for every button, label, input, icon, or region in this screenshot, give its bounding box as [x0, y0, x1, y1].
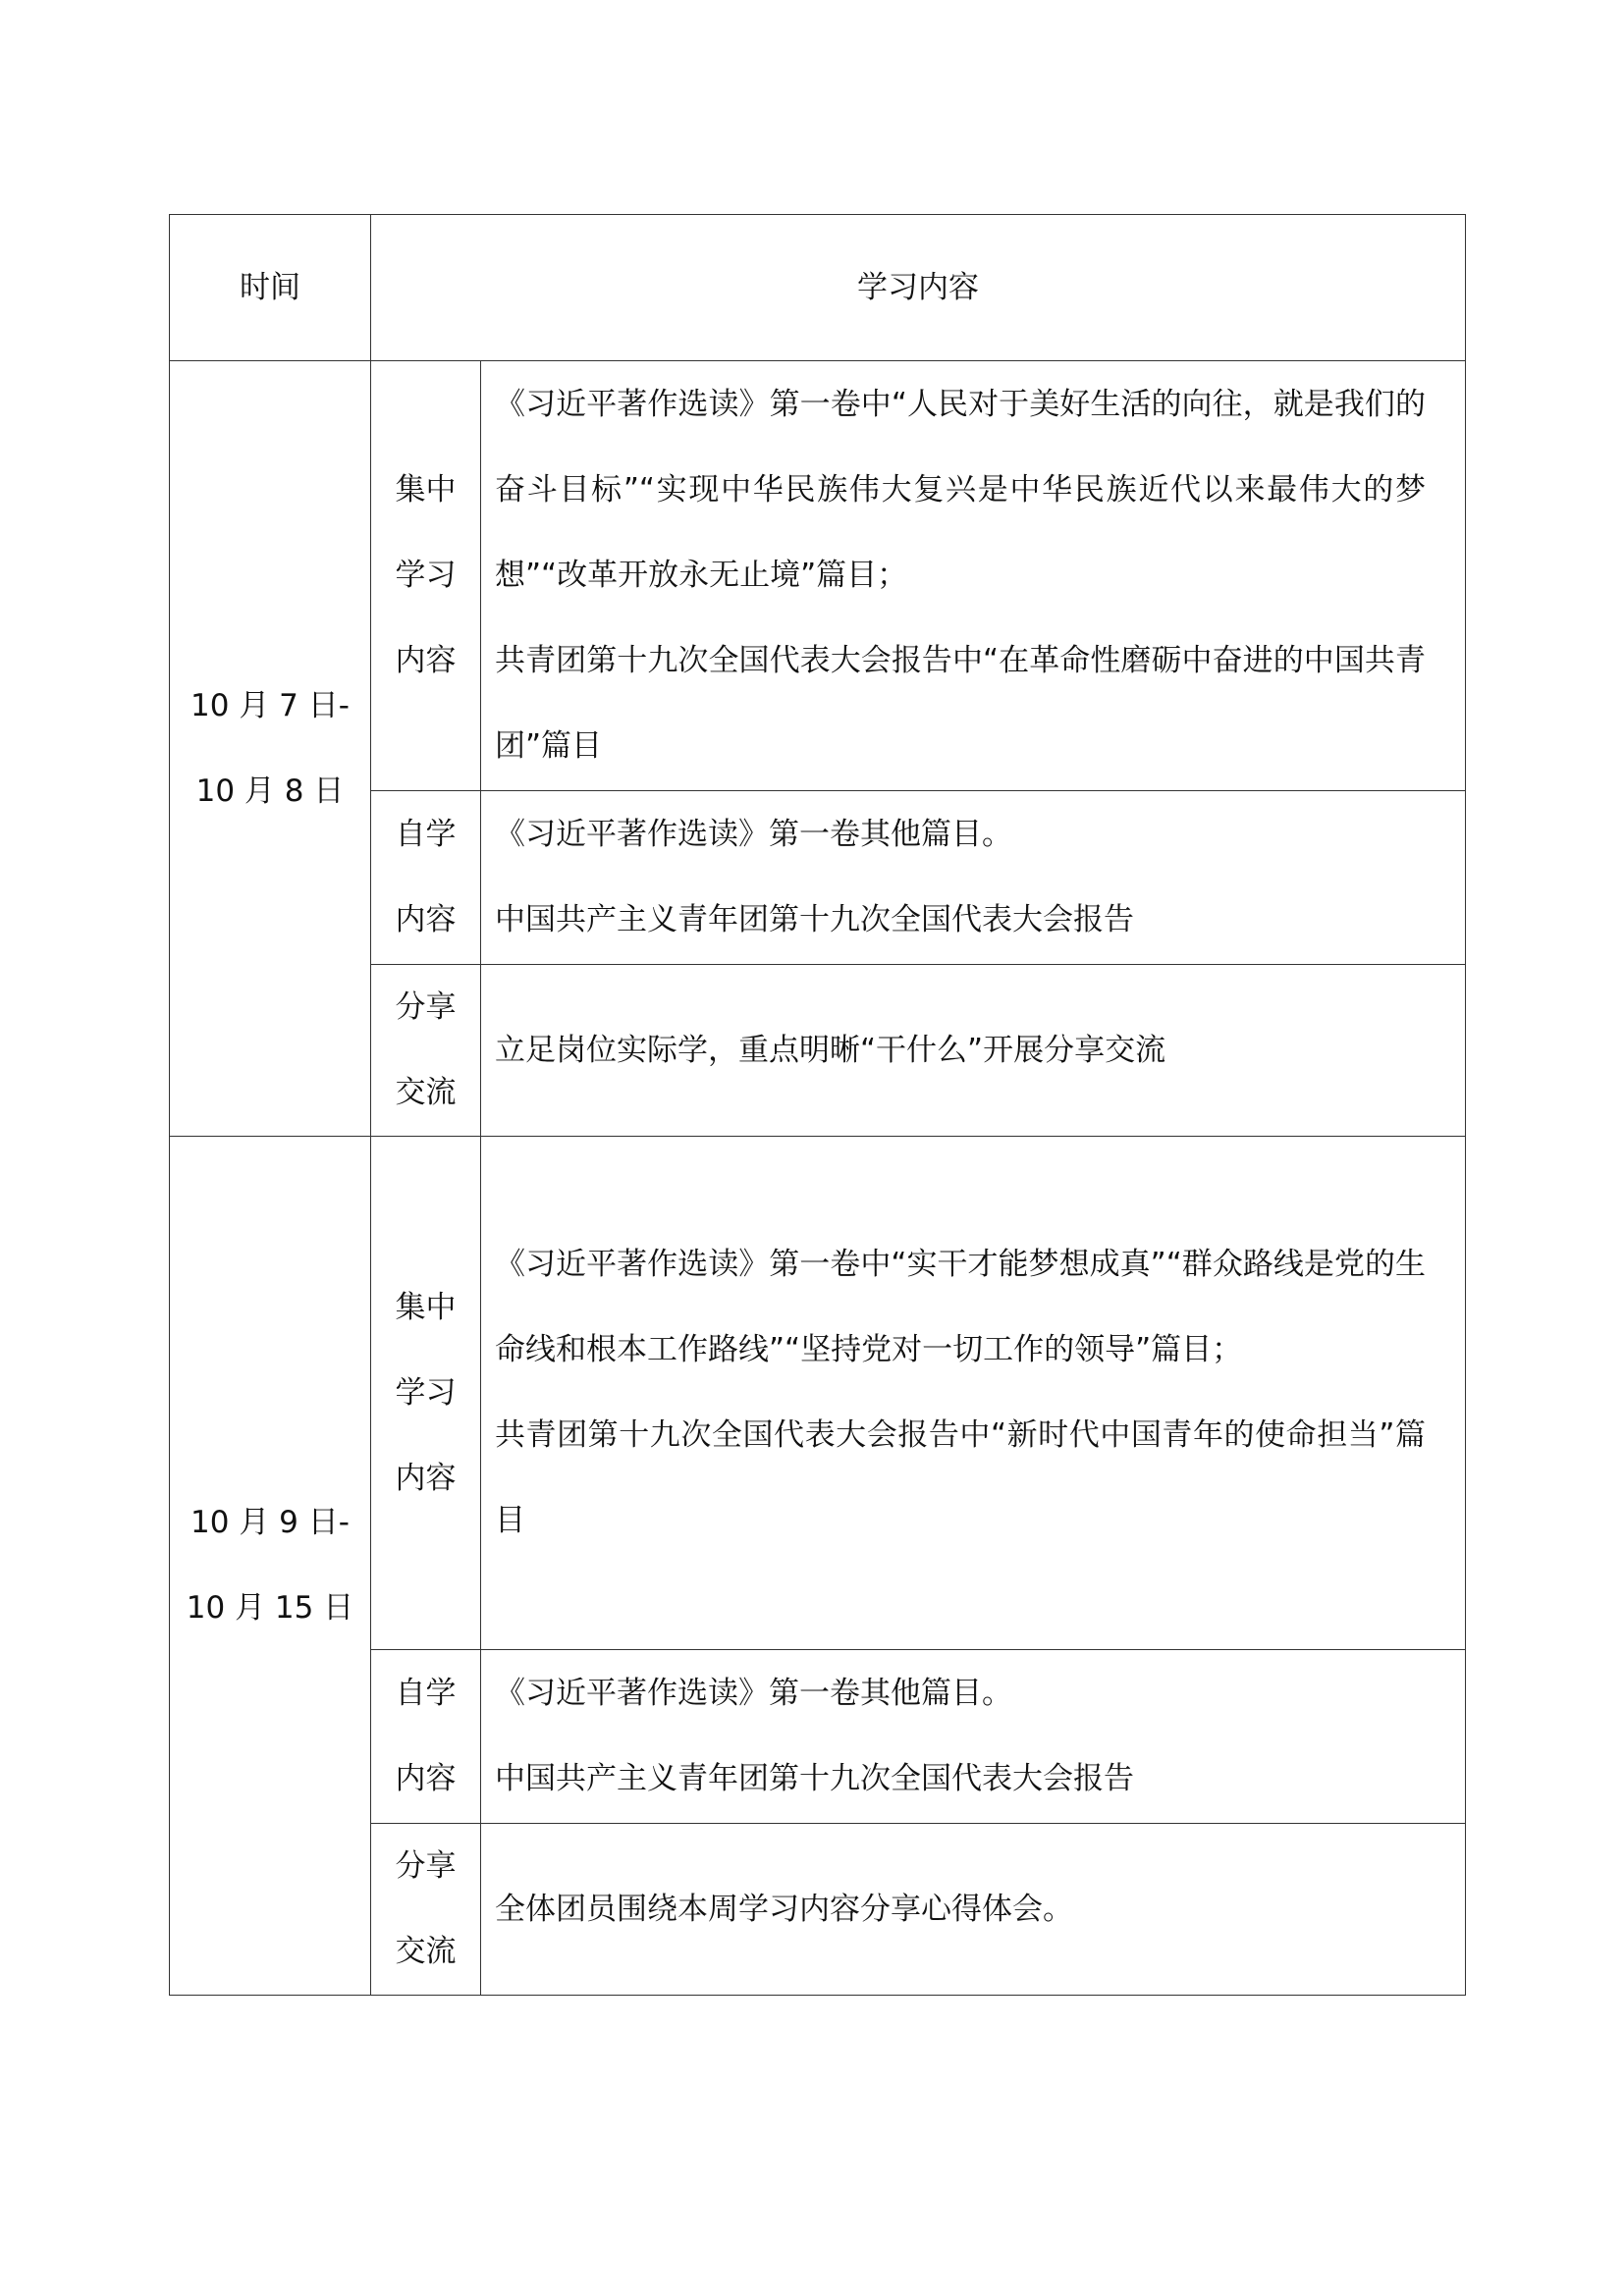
content-paragraph: 立足岗位实际学，重点明晰“干什么”开展分享交流: [495, 1032, 1166, 1068]
table-row: [170, 361, 1466, 791]
content-paragraph: 全体团员围绕本周学习内容分享心得体会。: [495, 1891, 1073, 1927]
content-paragraph: 《习近平著作选读》第一卷中“人民对于美好生活的向往，就是我们的奋斗目标”“实现中华民族伟大复兴是中华民族近代以来最伟大的梦想”“改革开放永无止境”篇目；: [495, 387, 1426, 593]
label-share-exchange: 分享 交流: [371, 965, 481, 1137]
study-schedule-table: [169, 214, 1466, 1996]
time-cell-week-2: [170, 1137, 371, 1996]
self-study-content: [481, 1650, 1466, 1824]
content-paragraph: 共青团第十九次全国代表大会报告中“在革命性磨砺中奋进的中国共青团”篇目: [495, 643, 1426, 764]
self-study-content: [481, 791, 1466, 965]
content-paragraph: 中国共产主义青年团第十九次全国代表大会报告: [495, 1761, 1134, 1796]
header-content: 学习内容: [371, 215, 1466, 361]
header-row: [170, 215, 1466, 361]
time-end: 10 月 15 日: [186, 1590, 354, 1626]
label-collective-study: 集中 学习 内容: [371, 1137, 481, 1650]
label-collective-study: 集中 学习 内容: [371, 361, 481, 791]
collective-study-content: [481, 1137, 1466, 1650]
header-time: 时间: [170, 215, 371, 361]
time-start: 10 月 7 日-: [190, 687, 350, 723]
table-row: [170, 1137, 1466, 1650]
time-cell-week-1: [170, 361, 371, 1137]
time-end: 10 月 8 日: [195, 773, 345, 809]
content-paragraph: 《习近平著作选读》第一卷其他篇目。: [495, 817, 1012, 852]
content-paragraph: 《习近平著作选读》第一卷中“实干才能梦想成真”“群众路线是党的生命线和根本工作路线”“坚持党对一切工作的领导”篇目；: [495, 1247, 1426, 1367]
label-share-exchange: 分享 交流: [371, 1824, 481, 1996]
label-self-study: 自学 内容: [371, 1650, 481, 1824]
collective-study-content: [481, 361, 1466, 791]
label-self-study: 自学 内容: [371, 791, 481, 965]
time-start: 10 月 9 日-: [190, 1505, 350, 1540]
content-paragraph: 《习近平著作选读》第一卷其他篇目。: [495, 1676, 1012, 1711]
content-paragraph: 共青团第十九次全国代表大会报告中“新时代中国青年的使命担当”篇目: [495, 1417, 1426, 1538]
content-paragraph: 中国共产主义青年团第十九次全国代表大会报告: [495, 902, 1134, 937]
share-exchange-content: [481, 1824, 1466, 1996]
share-exchange-content: [481, 965, 1466, 1137]
